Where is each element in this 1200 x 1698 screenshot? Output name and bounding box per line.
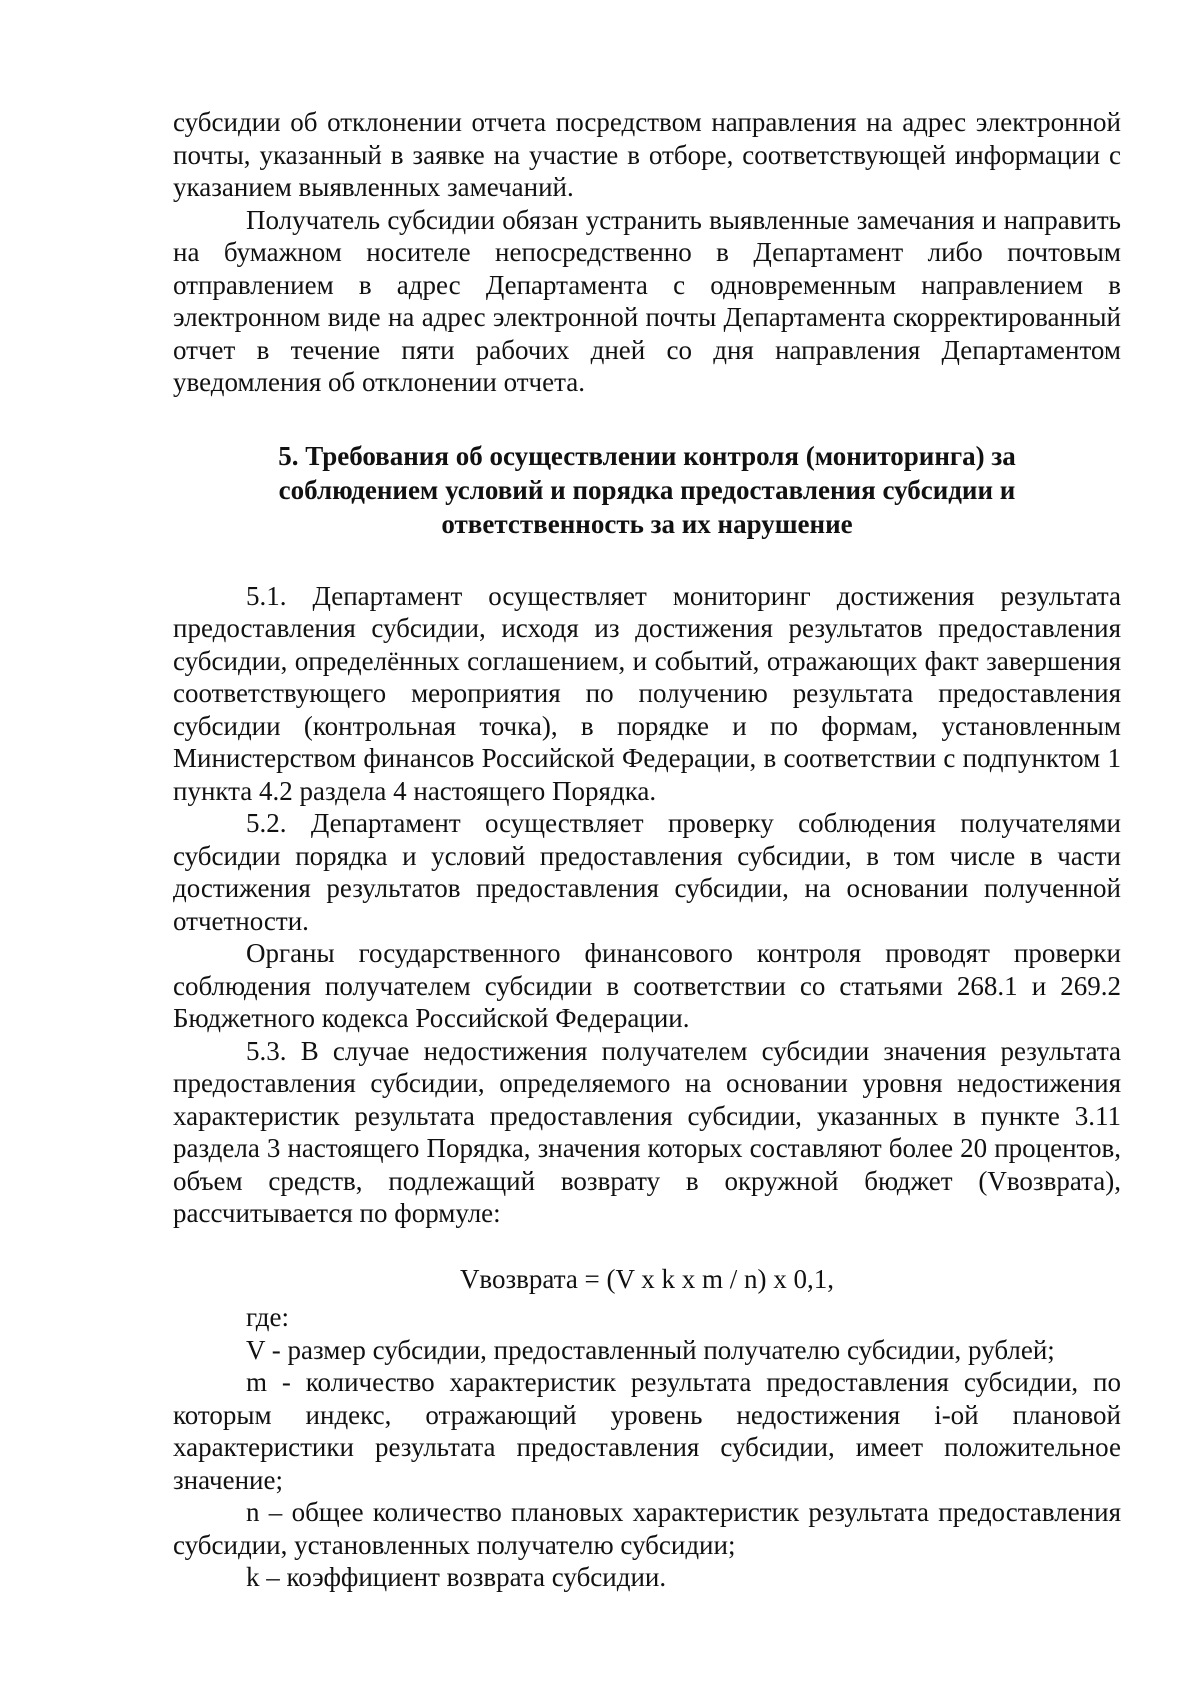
definition-n: n – общее количество плановых характеристик результата предоставления субсидии, установленных получателю субсидии; bbox=[173, 1497, 1121, 1560]
definition-m: m - количество характеристик результата предоставления субсидии, по которым индекс, отражающий уровень недостижения i-ой плановой характеристики результата предоставления субсидии, имеет положительное значение; bbox=[173, 1367, 1121, 1495]
section-5-title bbox=[173, 439, 1121, 541]
paragraph-5-2: 5.2. Департамент осуществляет проверку соблюдения получателями субсидии порядка и условий предоставления субсидии, в том числе в части достижения результатов предоставления субсидии, на основании полученной отчетности. bbox=[173, 808, 1121, 936]
section-title-line-1: 5. Требования об осуществлении контроля (мониторинга) за bbox=[278, 440, 1016, 471]
document-page bbox=[173, 106, 1121, 1594]
definition-v: V - размер субсидии, предоставленный получателю субсидии, рублей; bbox=[246, 1334, 1055, 1365]
paragraph-5-1: 5.1. Департамент осуществляет мониторинг достижения результата предоставления субсидии, исходя из достижения результатов предоставления субсидии, определённых соглашением, и событий, отражающих факт завершения соответствующего мероприятия по получению результата предоставления субсидии (контрольная точка), в порядке и по формам, установленным Министерством финансов Российской Федерации, в соответствии с подпунктом 1 пункта 4.2 раздела 4 настоящего Порядка. bbox=[173, 580, 1121, 806]
paragraph-5-3: 5.3. В случае недостижения получателем субсидии значения результата предоставления субсидии, определяемого на основании уровня недостижения характеристик результата предоставления субсидии, указанных в пункте 3.11 раздела 3 настоящего Порядка, значения которых составляют более 20 процентов, объем средств, подлежащий возврату в окружной бюджет (Vвозврата), рассчитывается по формуле: bbox=[173, 1035, 1121, 1228]
paragraph-financial-control: Органы государственного финансового контроля проводят проверки соблюдения получателем субсидии в соответствии со статьями 268.1 и 269.2 Бюджетного кодекса Российской Федерации. bbox=[173, 938, 1121, 1033]
paragraph-continuation: субсидии об отклонении отчета посредством направления на адрес электронной почты, указанный в заявке на участие в отборе, соответствующей информации с указанием выявленных замечаний. bbox=[173, 107, 1121, 202]
paragraph-recipient-obligation: Получатель субсидии обязан устранить выявленные замечания и направить на бумажном носителе непосредственно в Департамент либо почтовым отправлением в адрес Департамента с одновременным направлением в электронном виде на адрес электронной почты Департамента скорректированный отчет в течение пяти рабочих дней со дня направления Департаментом уведомления об отклонении отчета. bbox=[173, 204, 1121, 397]
definition-k: k – коэффициент возврата субсидии. bbox=[246, 1562, 667, 1592]
section-title-line-3: ответственность за их нарушение bbox=[441, 508, 853, 539]
definition-where: где: bbox=[246, 1302, 289, 1332]
section-title-line-2: соблюдением условий и порядка предоставления субсидии и bbox=[278, 474, 1016, 505]
refund-formula: Vвозврата = (V x k x m / n) x 0,1, bbox=[459, 1263, 835, 1294]
